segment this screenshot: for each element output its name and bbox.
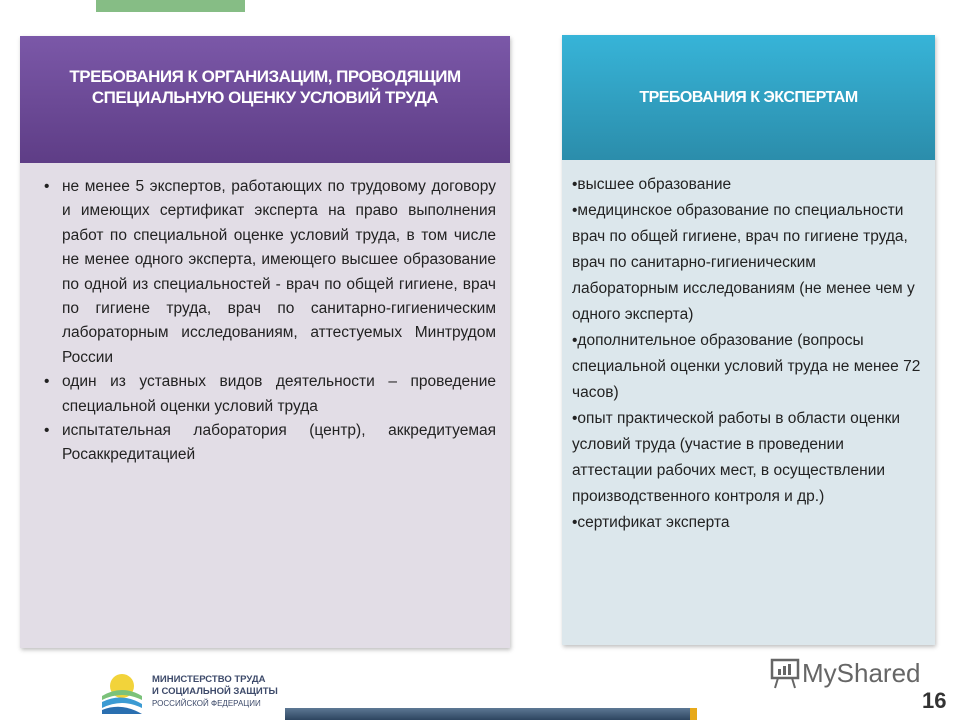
presentation-board-icon xyxy=(768,656,802,690)
expert-requirements-title: ТРЕБОВАНИЯ К ЭКСПЕРТАМ xyxy=(562,35,935,160)
ministry-logo xyxy=(100,670,278,714)
logo-line-2: И СОЦИАЛЬНОЙ ЗАЩИТЫ xyxy=(152,686,278,697)
list-item: • один из уставных видов деятельности – проведение специальной оценки условий труда xyxy=(44,370,496,419)
list-item: •медицинское образование по специальности врач по общей гигиене, врач по гигиене труда, врач по санитарно-гигиеническим лабораторным исследованиям (не менее чем у одного эксперта) xyxy=(572,202,915,323)
list-item: •дополнительное образование (вопросы специальной оценки условий труда не менее 72 часов) xyxy=(572,332,921,401)
list-item: • не менее 5 экспертов, работающих по трудовому договору и имеющих сертификат эксперта на право выполнения работ по специальной оценке условий труда, в том числе не менее одного эксперта, имеющего высшее образование по одной из специальностей - врач по общей гигиене, врач по гигиене труда, врач по санитарно-гигиеническим лабораторным исследованиям, аттестуемых Минтрудом России xyxy=(44,175,496,370)
myshared-watermark xyxy=(768,656,921,690)
decorative-green-bar xyxy=(96,0,245,12)
logo-line-1: МИНИСТЕРСТВО ТРУДА xyxy=(152,674,266,685)
expert-requirements-list xyxy=(562,160,935,536)
organization-requirements-panel xyxy=(20,36,510,648)
list-item: •опыт практической работы в области оценки условий труда (участие в проведении аттестации рабочих мест, в осуществлении производственного контроля и др.) xyxy=(572,410,901,505)
list-item: •сертификат эксперта xyxy=(572,514,730,531)
footer-bar xyxy=(285,708,690,720)
organization-requirements-list xyxy=(20,163,510,468)
list-item: • испытательная лаборатория (центр), аккредитуемая Росаккредитацией xyxy=(44,419,496,468)
list-item: •высшее образование xyxy=(572,176,732,193)
expert-requirements-panel xyxy=(562,35,935,645)
page-number: 16 xyxy=(922,688,947,713)
footer-bar-accent xyxy=(690,708,697,720)
organization-requirements-title: ТРЕБОВАНИЯ К ОРГАНИЗАЦИМ, ПРОВОДЯЩИМ СПЕЦИАЛЬНУЮ ОЦЕНКУ УСЛОВИЙ ТРУДА xyxy=(20,36,510,163)
watermark-text: MyShared xyxy=(802,657,921,688)
logo-line-3: РОССИЙСКОЙ ФЕДЕРАЦИИ xyxy=(152,699,261,708)
ministry-emblem-icon xyxy=(100,670,144,714)
